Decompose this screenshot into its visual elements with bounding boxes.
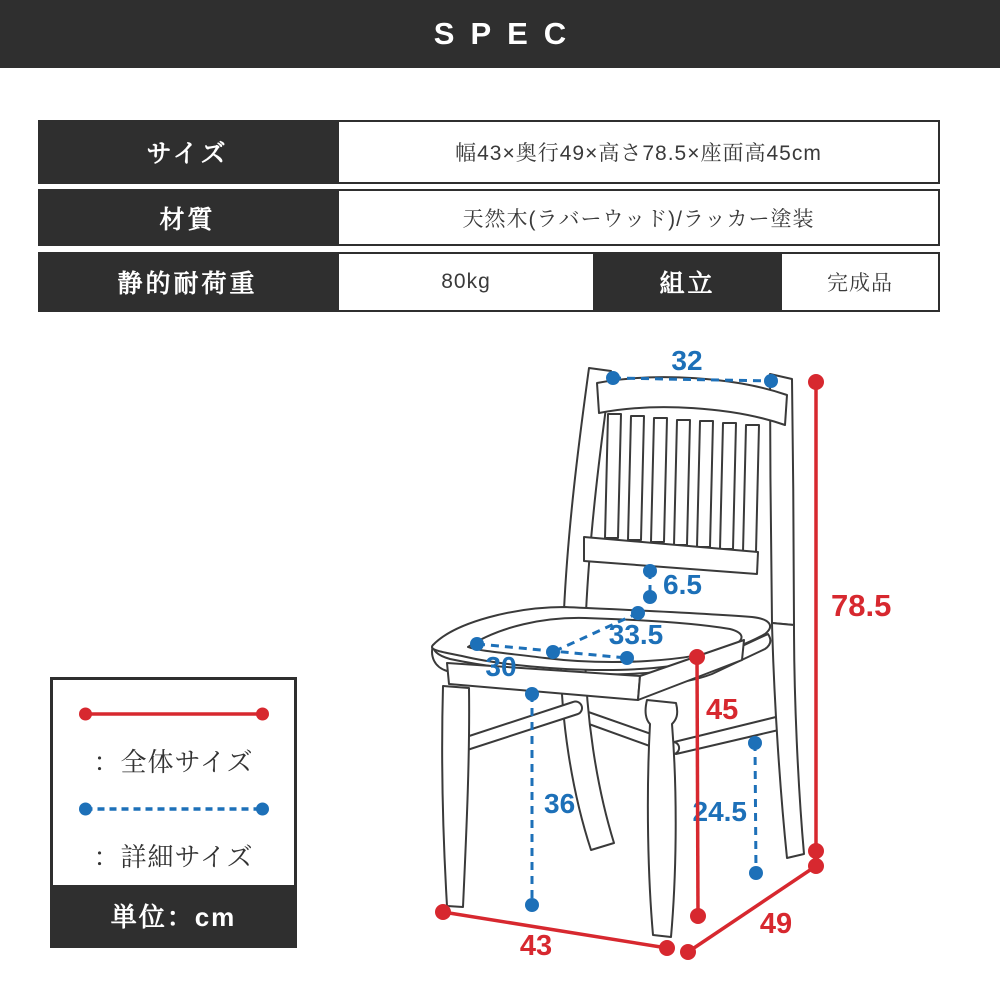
detail-size-label: ：詳細サイズ (93, 842, 254, 872)
table-row (38, 189, 940, 246)
seat-depth-value: 33.5 (608, 619, 664, 650)
chair-dimension-diagram (400, 330, 920, 990)
overall-size-label: ：全体サイズ (93, 747, 254, 777)
stretcher-height-value: 24.5 (692, 796, 747, 827)
chair-back-slat (743, 425, 759, 552)
table-row (38, 252, 940, 312)
size-value-cell: 幅43×奥行49×高さ78.5×座面高45cm (337, 120, 940, 184)
legend-box (50, 677, 297, 948)
seat-front-width-value: 30 (485, 651, 517, 682)
total-depth-value: 49 (759, 908, 793, 940)
chair-front-left-leg (442, 686, 469, 907)
page-title: SPEC (433, 16, 583, 51)
unit-label: 単位：cm (53, 885, 294, 945)
table-row (38, 120, 940, 184)
chair-back-slat (651, 418, 667, 542)
total-height-value: 78.5 (831, 588, 892, 623)
total-width-line (443, 912, 667, 948)
detail-size-line-sample (76, 801, 271, 817)
total-depth-line (688, 866, 816, 952)
assembly-value-cell: 完成品 (780, 252, 940, 312)
chair-back-slat (674, 420, 690, 545)
chair-back-slat (628, 416, 644, 540)
chair-front-right-leg (646, 700, 678, 937)
back-rail-gap-value: 6.5 (663, 569, 702, 600)
size-label-cell: サイズ (38, 120, 337, 184)
spec-table (38, 120, 940, 312)
chair-top-rail (597, 377, 787, 425)
material-label-cell: 材質 (38, 189, 337, 246)
seat-height-value: 45 (706, 694, 739, 726)
under-seat-clearance-value: 36 (544, 788, 576, 819)
total-width-value: 43 (519, 930, 553, 962)
chair-back-slat (720, 423, 736, 549)
back-width-value: 32 (671, 345, 703, 376)
seat-height-line (697, 657, 698, 916)
assembly-label-cell: 組立 (595, 252, 780, 312)
chair-left-stretcher (454, 702, 582, 753)
material-value-cell: 天然木(ラバーウッド)/ラッカー塗装 (337, 189, 940, 246)
chair-back-slat (697, 421, 713, 547)
load-value-cell: 80kg (337, 252, 595, 312)
stretcher-height-line (755, 743, 756, 873)
overall-size-line-sample (76, 706, 271, 722)
chair-back-right-leg (772, 623, 804, 858)
chair-back-slat (605, 414, 621, 538)
header-bar (0, 0, 1000, 68)
load-label-cell: 静的耐荷重 (38, 252, 337, 312)
